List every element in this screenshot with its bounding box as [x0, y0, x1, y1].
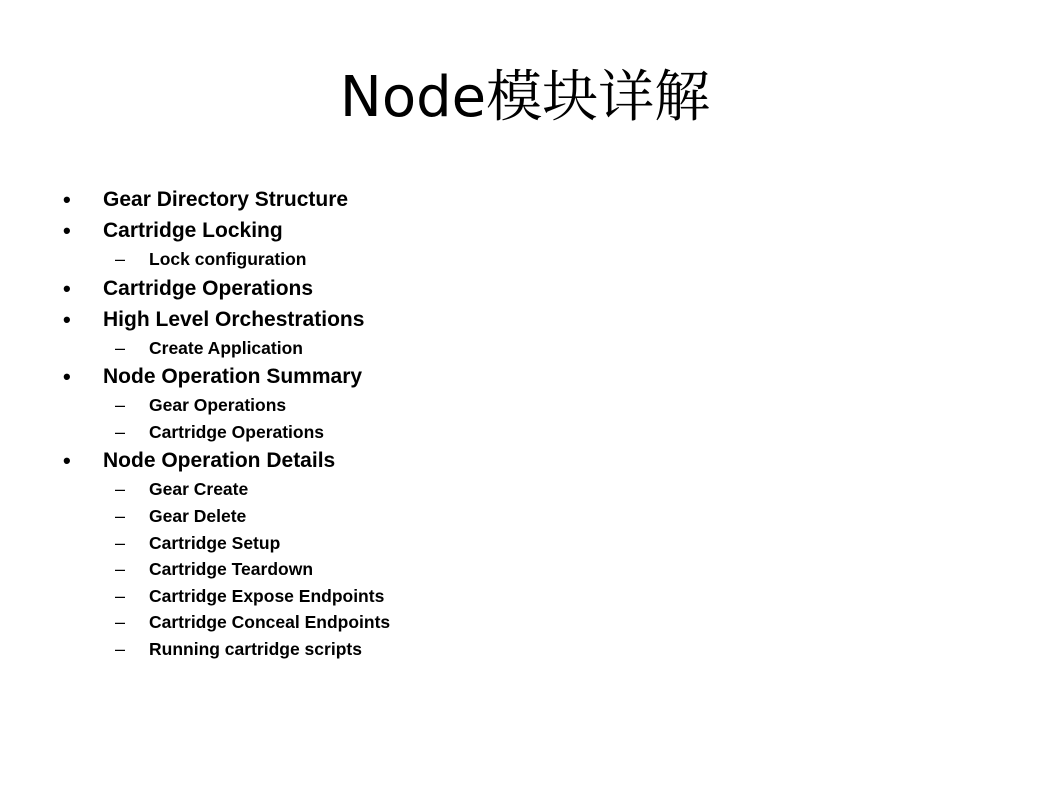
list-item	[0, 215, 1050, 246]
bullet-icon: •	[63, 218, 71, 243]
list-item-label: Node Operation Details	[103, 449, 336, 473]
list-item	[0, 445, 1050, 476]
bullet-list	[0, 184, 1050, 663]
sub-list-item	[0, 335, 1050, 362]
dash-icon: –	[115, 479, 126, 500]
sub-list-item-label: Cartridge Setup	[149, 532, 281, 553]
bullet-icon: •	[63, 306, 71, 332]
sub-list-item-label: Create Application	[149, 337, 303, 358]
dash-icon: –	[115, 585, 126, 606]
sub-list-item	[0, 246, 1050, 273]
dash-icon: –	[115, 421, 126, 442]
dash-icon: –	[115, 532, 126, 553]
dash-icon: –	[115, 638, 126, 659]
sub-list-item-label: Lock configuration	[149, 249, 307, 269]
dash-icon: –	[115, 395, 126, 416]
list-item-label: Node Operation Summary	[103, 365, 363, 389]
sub-list-item-label: Running cartridge scripts	[149, 638, 362, 659]
sub-list-item	[0, 530, 1050, 557]
sub-list-item-label: Gear Create	[149, 479, 249, 500]
sub-list-item	[0, 392, 1050, 419]
bullet-icon: •	[63, 187, 71, 212]
list-item	[0, 273, 1050, 304]
sub-list-item	[0, 636, 1050, 663]
dash-icon: –	[115, 337, 126, 358]
bullet-icon: •	[63, 448, 71, 474]
sub-list-item-label: Gear Delete	[149, 505, 247, 526]
dash-icon: –	[115, 249, 126, 269]
bullet-icon: •	[63, 364, 71, 390]
bullet-icon: •	[63, 275, 71, 301]
list-item-label: Cartridge Locking	[103, 219, 283, 242]
sub-list-item-label: Gear Operations	[149, 395, 287, 416]
list-item	[0, 184, 1050, 215]
list-item	[0, 304, 1050, 335]
sub-list-item	[0, 503, 1050, 530]
sub-list-item-label: Cartridge Conceal Endpoints	[149, 612, 391, 633]
list-item-label: High Level Orchestrations	[103, 307, 365, 331]
list-item-label: Gear Directory Structure	[103, 188, 349, 211]
slide-title: Node模块详解	[339, 65, 711, 130]
sub-list-item	[0, 609, 1050, 636]
list-item-label: Cartridge Operations	[103, 276, 314, 300]
dash-icon: –	[115, 559, 126, 580]
sub-list-item-label: Cartridge Expose Endpoints	[149, 585, 385, 606]
sub-list-item-label: Cartridge Operations	[149, 421, 325, 442]
dash-icon: –	[115, 505, 126, 526]
sub-list-item-label: Cartridge Teardown	[149, 559, 314, 580]
list-item	[0, 361, 1050, 392]
sub-list-item	[0, 556, 1050, 583]
sub-list-item	[0, 476, 1050, 503]
sub-list-item	[0, 583, 1050, 610]
dash-icon: –	[115, 612, 126, 633]
sub-list-item	[0, 419, 1050, 446]
